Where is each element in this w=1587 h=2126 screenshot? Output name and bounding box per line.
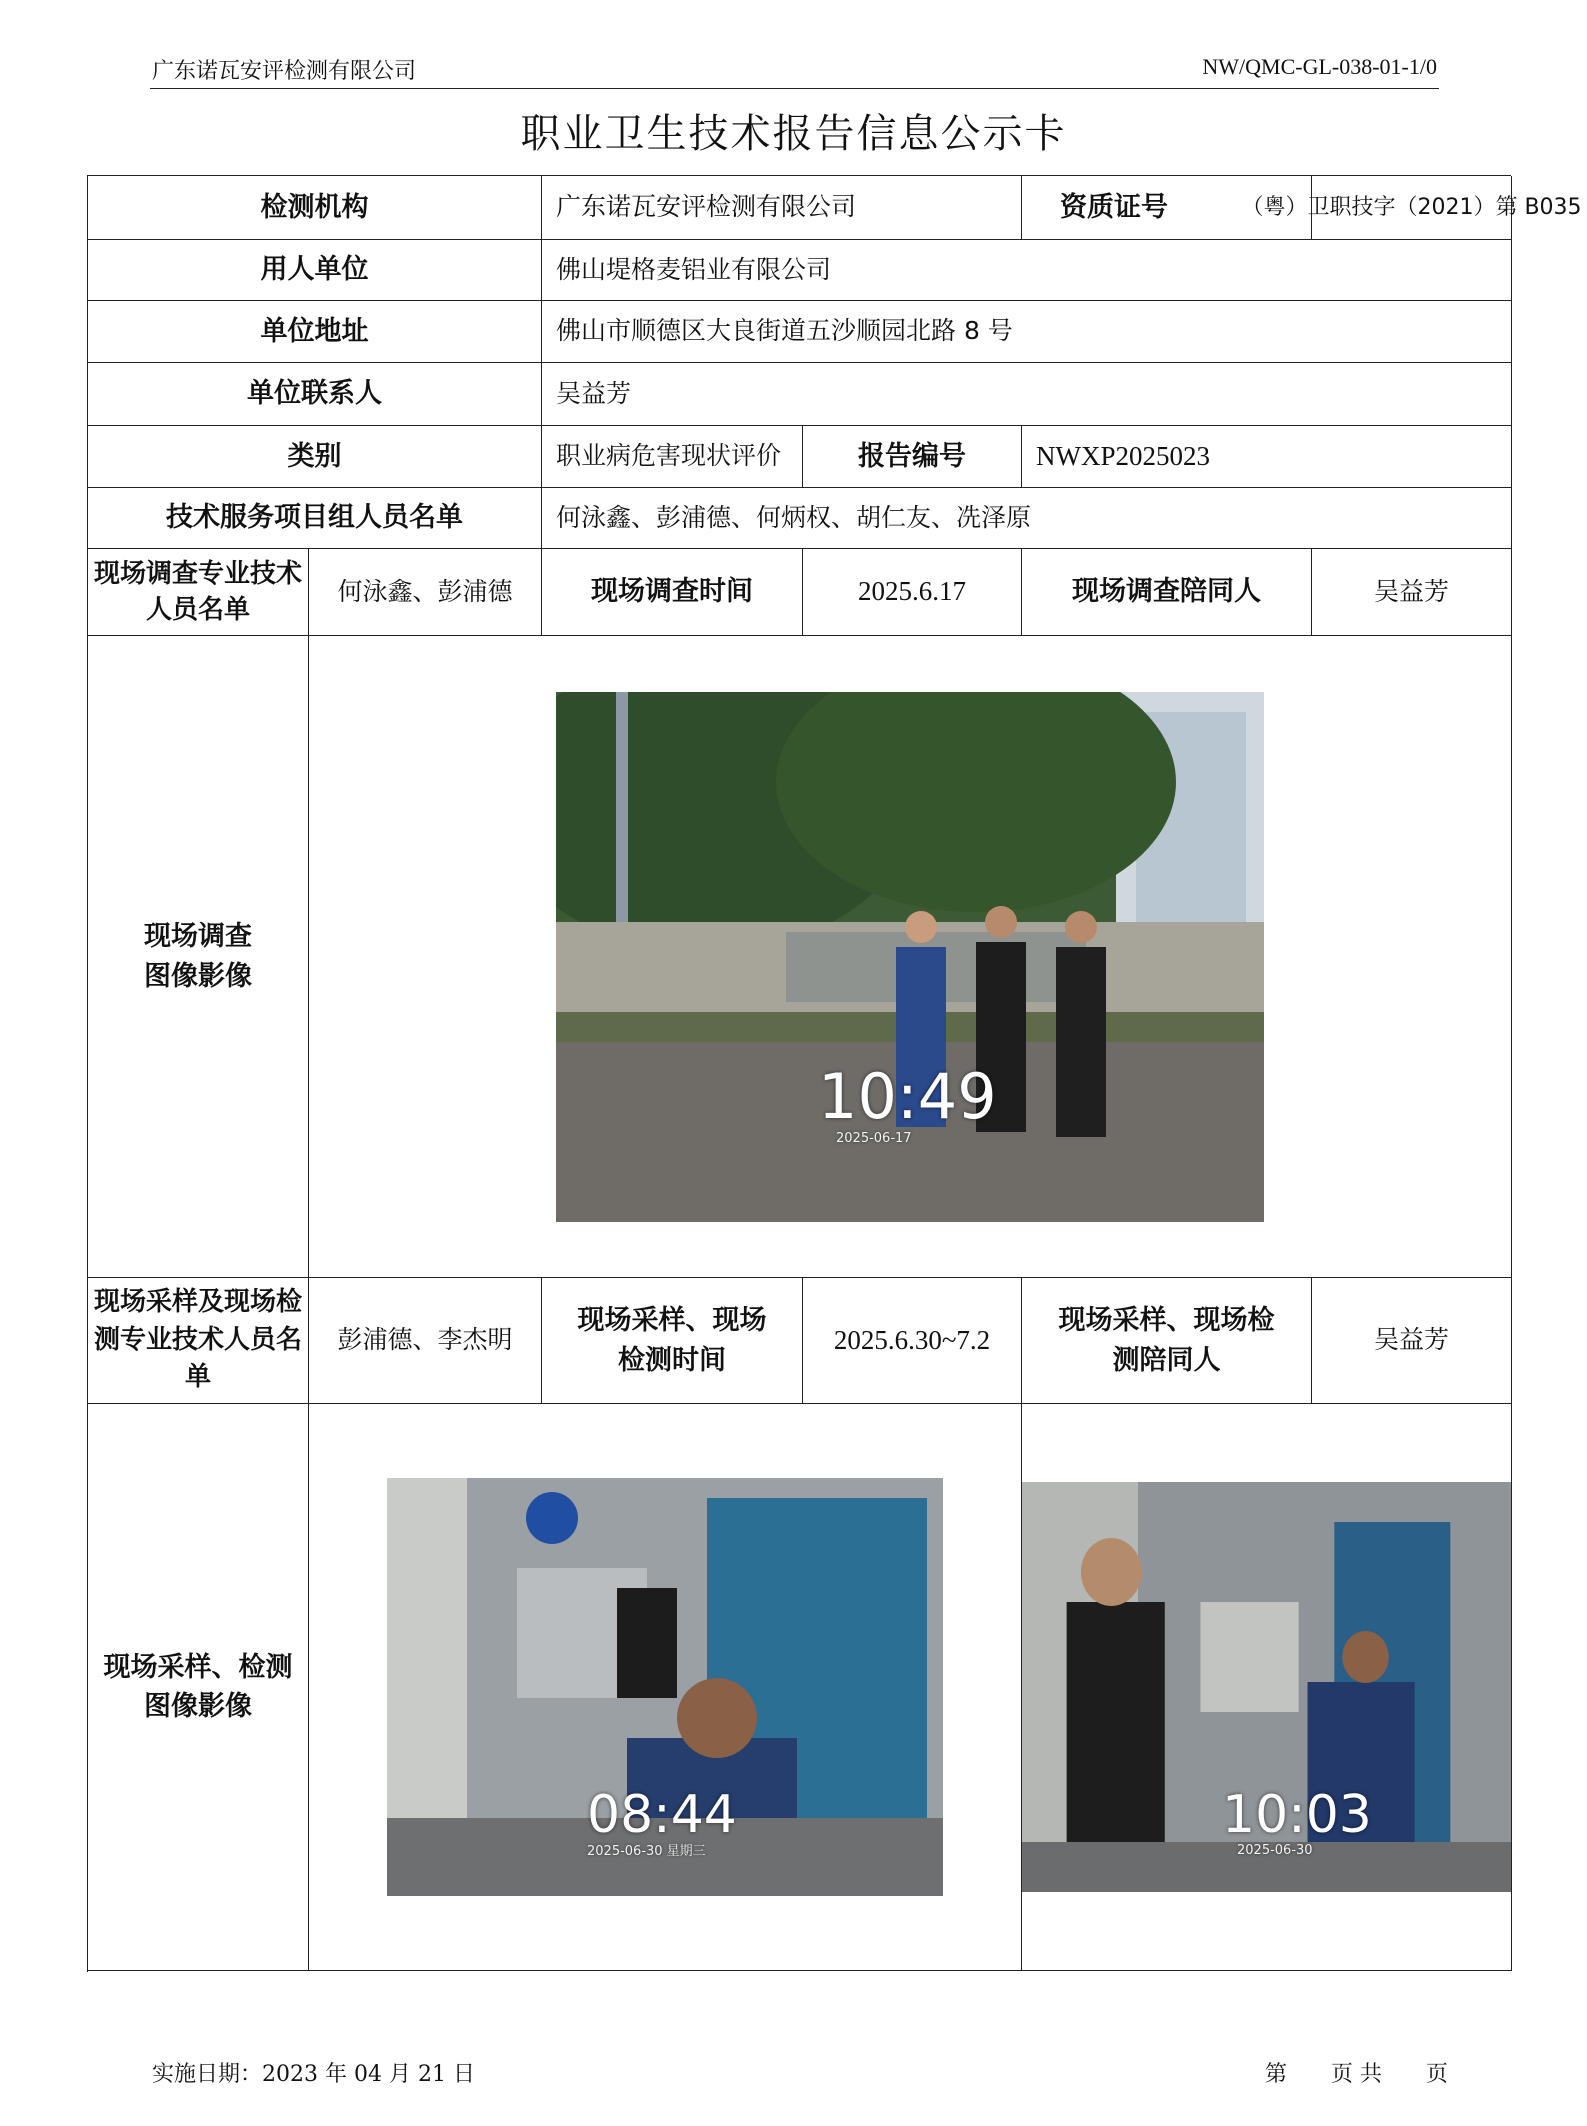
sampling-escort-label: 现场采样、现场检测陪同人 — [1022, 1278, 1312, 1404]
survey-time-label: 现场调查时间 — [542, 549, 803, 636]
agency-value: 广东诺瓦安评检测有限公司 — [542, 176, 1022, 240]
team-value: 何泳鑫、彭浦德、何炳权、胡仁友、冼泽原 — [542, 488, 1512, 549]
category-value: 职业病危害现状评价 — [542, 426, 803, 488]
survey-photo-cell — [309, 636, 1512, 1278]
footer-effective-date: 实施日期：2023 年 04 月 21 日 — [152, 2062, 475, 2087]
survey-photo — [556, 692, 1264, 1222]
agency-label: 检测机构 — [88, 176, 542, 240]
page-title: 职业卫生技术报告信息公示卡 — [520, 111, 1067, 157]
sampling-photo-2-time: 10:03 — [1222, 1785, 1372, 1845]
sampling-escort-value: 吴益芳 — [1312, 1278, 1512, 1404]
sampling-photo-1 — [387, 1478, 943, 1896]
survey-escort-value: 吴益芳 — [1312, 549, 1512, 636]
header-doc-code: NW/QMC-GL-038-01-1/0 — [1202, 54, 1437, 79]
survey-escort-label: 现场调查陪同人 — [1022, 549, 1312, 636]
sampling-photo-cell-2 — [1022, 1404, 1512, 1971]
header-company: 广东诺瓦安评检测有限公司 — [152, 59, 417, 84]
survey-photo-label: 现场调查图像影像 — [88, 636, 309, 1278]
sampling-photo-2-date: 2025-06-30 — [1237, 1843, 1313, 1858]
contact-label: 单位联系人 — [88, 363, 542, 426]
survey-staff-label: 现场调查专业技术人员名单 — [88, 549, 309, 636]
sampling-photo-cell-1 — [309, 1404, 1022, 1971]
survey-time-value: 2025.6.17 — [803, 549, 1022, 636]
footer-page: 第 页 共 页 — [1265, 2062, 1448, 2087]
sampling-photo-2 — [1022, 1482, 1511, 1892]
sampling-photo-1-date: 2025-06-30 星期三 — [587, 1844, 706, 1859]
survey-photo-date: 2025-06-17 — [836, 1130, 912, 1146]
info-table — [87, 175, 1582, 1972]
sampling-photo-label: 现场采样、检测图像影像 — [88, 1404, 309, 1971]
report-no-label: 报告编号 — [803, 426, 1022, 488]
address-value: 佛山市顺德区大良街道五沙顺园北路 8 号 — [542, 301, 1512, 363]
sampling-time-value: 2025.6.30~7.2 — [803, 1278, 1022, 1404]
sampling-staff-label: 现场采样及现场检测专业技术人员名单 — [88, 1278, 309, 1404]
cert-value: （粤）卫职技字（2021）第 B035 — [1312, 176, 1512, 240]
employer-label: 用人单位 — [88, 240, 542, 301]
category-label: 类别 — [88, 426, 542, 488]
address-label: 单位地址 — [88, 301, 542, 363]
report-no-value: NWXP2025023 — [1022, 426, 1512, 488]
survey-photo-time: 10:49 — [818, 1059, 997, 1133]
header-divider — [150, 88, 1439, 89]
cert-label: 资质证号 — [1022, 176, 1312, 240]
sampling-photo-1-time: 08:44 — [587, 1785, 737, 1845]
team-label: 技术服务项目组人员名单 — [88, 488, 542, 549]
sampling-time-label: 现场采样、现场检测时间 — [542, 1278, 803, 1404]
contact-value: 吴益芳 — [542, 363, 1512, 426]
employer-value: 佛山堤格麦铝业有限公司 — [542, 240, 1512, 301]
sampling-staff-value: 彭浦德、李杰明 — [309, 1278, 542, 1404]
survey-staff-value: 何泳鑫、彭浦德 — [309, 549, 542, 636]
